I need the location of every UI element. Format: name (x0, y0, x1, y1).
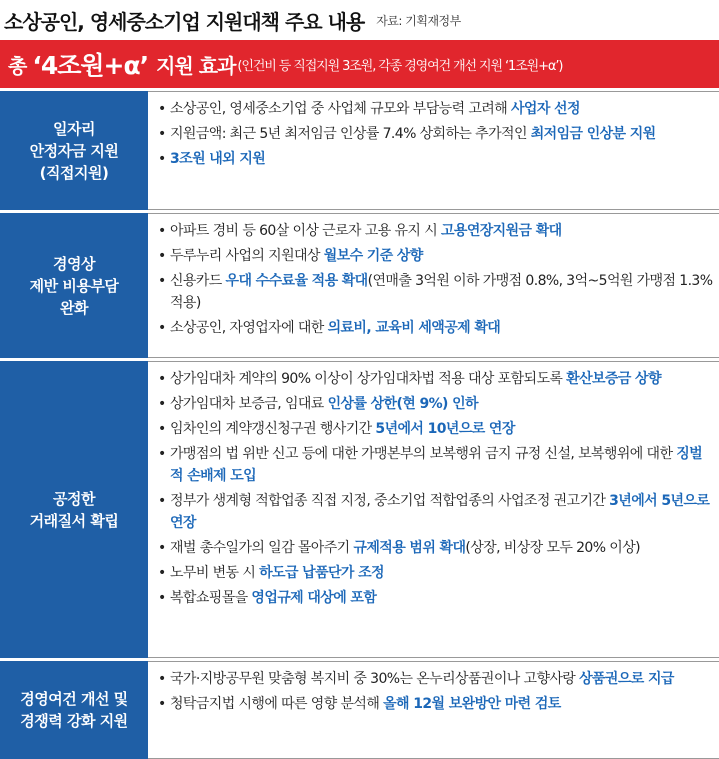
bullet-icon: • (158, 696, 166, 712)
list-item (158, 148, 715, 170)
plain-text: 국가·지방공무원 맞춤형 복지비 중 30%는 온누리상품권이나 고향사랑 (170, 671, 580, 687)
list-item (158, 537, 715, 559)
plain-text: 재벌 총수일가의 일감 몰아주기 (170, 540, 354, 556)
item-text (170, 317, 715, 339)
bullet-icon: • (158, 101, 166, 117)
list-item (158, 368, 715, 390)
list-item (158, 245, 715, 267)
item-text (170, 587, 715, 609)
bullet-icon: • (158, 671, 166, 687)
list-item (158, 98, 715, 120)
banner-note: (인건비 등 직접지원 3조원, 각종 경영여건 개선 지원 ‘1조원+α’) (237, 58, 563, 74)
item-text (170, 562, 715, 584)
item-text (170, 123, 715, 145)
bullet-icon: • (158, 371, 166, 387)
item-text (170, 490, 715, 534)
banner-prefix: 총 (8, 53, 27, 78)
list-item (158, 693, 715, 715)
highlight-text: 사업자 선정 (510, 101, 580, 117)
highlight-text: 징벌적 손배제 도입 (170, 446, 703, 484)
highlight-text: 고용연장지원금 확대 (440, 223, 562, 239)
item-text (170, 98, 715, 120)
list-item (158, 668, 715, 690)
source-label: 자료: 기획재정부 (376, 13, 461, 28)
highlight-text: 영업규제 대상에 포함 (251, 590, 377, 606)
section-items (148, 361, 719, 658)
list-item (158, 270, 715, 314)
highlight-text: 의료비, 교육비 세액공제 확대 (327, 320, 501, 336)
plain-text: 청탁금지법 시행에 따른 영향 분석해 (170, 696, 384, 712)
bullet-icon: • (158, 565, 166, 581)
list-item (158, 490, 715, 534)
highlight-text: 올해 12월 보완방안 마련 검토 (383, 696, 561, 712)
item-text (170, 148, 715, 170)
highlight-text: 규제적용 범위 확대 (353, 540, 466, 556)
highlight-text: 환산보증금 상향 (566, 371, 661, 387)
bullet-icon: • (158, 446, 166, 462)
item-text (170, 393, 715, 415)
plain-text: 가맹점의 법 위반 신고 등에 대한 가맹본부의 보복행위 금지 규정 신설, 보복행위에 대한 (170, 446, 677, 462)
plain-text: 상가임대차 보증금, 임대료 (170, 396, 328, 412)
item-text (170, 537, 715, 559)
list-item (158, 220, 715, 242)
section-items (148, 661, 719, 759)
item-text (170, 418, 715, 440)
highlight-text: 3년에서 5년으로 연장 (170, 493, 710, 531)
item-text (170, 668, 715, 690)
highlight-text: 3조원 내외 지원 (170, 151, 266, 167)
highlight-text: 우대 수수료율 적용 확대 (225, 273, 368, 289)
highlight-text: 최저임금 인상분 지원 (530, 126, 656, 142)
bullet-icon: • (158, 273, 166, 289)
page-title: 소상공인, 영세중소기업 지원대책 주요 내용 (4, 9, 365, 34)
bullet-icon: • (158, 590, 166, 606)
plain-text: 두루누리 사업의 지원대상 (170, 248, 324, 264)
highlight-text: 인상률 상한(현 9%) 인하 (327, 396, 478, 412)
bullet-icon: • (158, 540, 166, 556)
plain-text: 상가임대차 계약의 90% 이상이 상가임대차법 적용 대상 포함되도록 (170, 371, 567, 387)
bullet-icon: • (158, 151, 166, 167)
highlight-text: 하도급 납품단가 조정 (259, 565, 384, 581)
item-text (170, 245, 715, 267)
item-text (170, 220, 715, 242)
list-item (158, 393, 715, 415)
item-text (170, 270, 715, 314)
total-support-banner (0, 40, 719, 88)
section-fair-trade (0, 358, 719, 658)
plain-text: 정부가 생계형 적합업종 직접 지정, 중소기업 적합업종의 사업조정 권고기간 (170, 493, 610, 509)
bullet-icon: • (158, 493, 166, 509)
section-items (148, 91, 719, 210)
item-text (170, 693, 715, 715)
bullet-icon: • (158, 421, 166, 437)
plain-text: 아파트 경비 등 60살 이상 근로자 고용 유지 시 (170, 223, 441, 239)
list-item (158, 317, 715, 339)
section-label: 경영여건 개선 및 경쟁력 강화 지원 (0, 661, 148, 759)
section-label: 일자리 안정자금 지원 (직접지원) (0, 91, 148, 210)
plain-text: 소상공인, 자영업자에 대한 (170, 320, 328, 336)
bullet-icon: • (158, 396, 166, 412)
plain-text: 노무비 변동 시 (170, 565, 260, 581)
highlight-text: 5년에서 10년으로 연장 (375, 421, 515, 437)
bullet-icon: • (158, 320, 166, 336)
page-header (0, 0, 719, 40)
list-item (158, 123, 715, 145)
list-item (158, 562, 715, 584)
banner-label: 지원 효과 (156, 53, 236, 78)
banner-amount: ‘4조원+α’ (32, 51, 149, 80)
section-label: 공정한 거래질서 확립 (0, 361, 148, 658)
item-text (170, 443, 715, 487)
highlight-text: 상품권으로 지급 (579, 671, 674, 687)
plain-text: 복합쇼핑몰을 (170, 590, 252, 606)
plain-text: (상장, 비상장 모두 20% 이상) (465, 540, 640, 556)
section-cost-burden-relief (0, 210, 719, 358)
section-job-stability (0, 88, 719, 210)
item-text (170, 368, 715, 390)
highlight-text: 월보수 기준 상향 (323, 248, 423, 264)
list-item (158, 587, 715, 609)
bullet-icon: • (158, 223, 166, 239)
plain-text: (연매출 3억원 이하 가맹점 0.8%, 3억~5억원 가맹점 1.3% 적용) (170, 273, 713, 311)
section-competitiveness (0, 658, 719, 759)
list-item (158, 443, 715, 487)
list-item (158, 418, 715, 440)
bullet-icon: • (158, 126, 166, 142)
section-items (148, 213, 719, 358)
plain-text: 임차인의 계약갱신청구권 행사기간 (170, 421, 376, 437)
plain-text: 지원금액: 최근 5년 최저임금 인상률 7.4% 상회하는 추가적인 (170, 126, 531, 142)
bullet-icon: • (158, 248, 166, 264)
plain-text: 소상공인, 영세중소기업 중 사업체 규모와 부담능력 고려해 (170, 101, 511, 117)
plain-text: 신용카드 (170, 273, 226, 289)
section-label: 경영상 제반 비용부담 완화 (0, 213, 148, 358)
